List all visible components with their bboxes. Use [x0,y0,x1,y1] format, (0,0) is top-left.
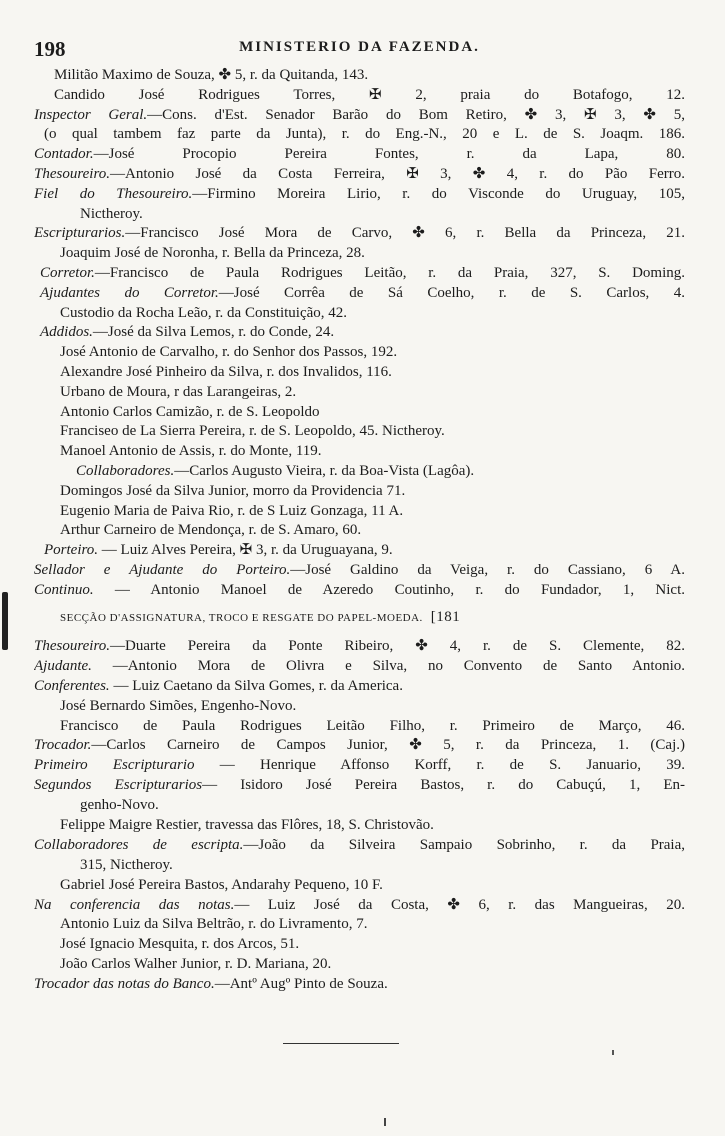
entry-role-label: Collaboradores. [76,462,175,479]
entry-line [34,521,685,541]
entry-text: —Firmino Moreira Lirio, r. do Visconde do Uruguay, 105, [192,185,685,202]
entry-text: —José Galdino da Veiga, r. do Cassiano, 6 A. [290,561,685,578]
entry-line [34,224,685,244]
entry-text: —José Corrêa de Sá Coelho, r. de S. Carlos, 4. [218,284,685,301]
entry-line [34,876,685,896]
entry-line [34,482,685,502]
entry-role-label: Fiel do Thesoureiro. [34,185,193,202]
section-heading [60,607,685,627]
entry-role-label: Inspector Geral. [34,106,148,123]
entry-line [34,363,685,383]
entry-line [34,244,685,264]
entry-text: Custodio da Rocha Leão, r. da Constituição, 42. [60,304,348,321]
entry-line [34,581,685,601]
entry-line [34,165,685,185]
entry-text: José Antonio de Carvalho, r. do Senhor dos Passos, 192. [60,344,398,361]
entry-text: —Antº Augº Pinto de Souza. [214,976,388,993]
entry-text: —Carlos Carneiro de Campos Junior, ✤ 5, r. da Princeza, 1. (Caj.) [91,737,685,754]
entry-text: Felippe Maigre Restier, travessa das Flôres, 18, S. Christovão. [60,817,434,834]
entry-line [34,561,685,581]
entry-role-label: Conferentes. [34,677,110,694]
entry-text: José Ignacio Mesquita, r. dos Arcos, 51. [60,936,300,953]
entry-line [34,836,685,856]
entry-line [34,86,685,106]
entry-text: —Duarte Pereira da Ponte Ribeiro, ✤ 4, r. de S. Clemente, 82. [109,638,685,654]
entry-text: Manoel Antonio de Assis, r. do Monte, 119. [60,443,322,460]
entry-line [34,422,685,442]
entry-role-label: Thesoureiro. [34,638,110,654]
entry-line [34,896,685,916]
personnel-list-top [34,66,685,601]
entry-role-label: Contador. [34,146,94,163]
entry-line [34,343,685,363]
entry-text: Arthur Carneiro de Mendonça, r. de S. Amaro, 60. [60,522,362,539]
entry-text: Gabriel José Pereira Bastos, Andarahy Pequeno, 10 F. [60,876,383,893]
entry-line [34,856,685,876]
entry-line [34,205,685,225]
entry-text: Franciseo de La Sierra Pereira, r. de S. Leopoldo, 45. Nictheroy. [60,423,445,440]
entry-line [34,442,685,462]
entry-text: —Cons. d'Est. Senador Barão do Bom Retiro, ✤ 3, ✠ 3, ✤ 5, [147,106,685,123]
entry-line [34,403,685,423]
entry-line [34,717,685,737]
entry-text: (o qual tambem faz parte da Junta), r. do Eng.-N., 20 e L. de S. Joaqm. 186. [44,126,685,143]
entry-line [34,816,685,836]
entry-text: Candido José Rodrigues Torres, ✠ 2, praia do Botafogo, 12. [54,86,685,103]
entry-role-label: Ajudantes do Corretor. [40,284,219,301]
section-title: SECÇÃO D'ASSIGNATURA, TROCO E RESGATE DO PAPEL-MOEDA. [60,612,423,624]
entry-line [34,915,685,935]
entry-line [34,323,685,343]
entry-line [34,975,685,995]
section-number: [181 [430,609,461,625]
entry-role-label: Primeiro Escripturario [34,757,195,774]
entry-line [34,637,685,657]
entry-text: Antonio Luiz da Silva Beltrão, r. do Livramento, 7. [60,916,368,933]
entry-role-label: Thesoureiro. [34,165,110,182]
entry-text: —Antonio José da Costa Ferreira, ✠ 3, ✤ 4, r. do Pão Ferro. [109,165,685,182]
entry-text: —Antonio Mora de Olivra e Silva, no Convento de Santo Antonio. [91,657,685,674]
entry-line [34,145,685,165]
entry-text: — Luiz José da Costa, ✤ 6, r. das Mangueiras, 20. [234,896,685,913]
entry-text: Eugenio Maria de Paiva Rio, r. de S Luiz Gonzaga, 11 A. [60,502,404,519]
entry-text: — Luiz Caetano da Silva Gomes, r. da America. [109,677,403,694]
entry-line [34,697,685,717]
entry-text: — Antonio Manoel de Azeredo Coutinho, r. do Fundador, 1, Nict. [93,581,685,598]
entry-text: José Bernardo Simões, Engenho-Novo. [60,697,297,714]
closing-rule [283,1043,399,1044]
entry-line [34,502,685,522]
entry-role-label: Ajudante. [34,657,92,674]
entry-line [34,462,685,482]
entry-line [34,657,685,677]
scan-speck [612,1050,614,1055]
entry-line [34,383,685,403]
entry-text: genho-Novo. [80,797,159,814]
entry-text: —Carlos Augusto Vieira, r. da Boa-Vista (Lagôa). [174,462,475,479]
entry-line [34,304,685,324]
personnel-list-bottom [34,637,685,995]
entry-text: Militão Maximo de Souza, ✤ 5, r. da Quitanda, 143. [54,67,369,83]
entry-line [34,66,685,86]
entry-text: — Isidoro José Pereira Bastos, r. do Cabuçú, 1, En- [202,777,685,794]
entry-line [34,125,685,145]
entry-line [34,264,685,284]
entry-role-label: Segundos Escripturarios [34,777,203,794]
page-number: 198 [34,37,66,61]
entry-line [34,106,685,126]
running-title: MINISTERIO DA FAZENDA. [239,39,480,55]
entry-role-label: Escripturarios. [34,225,126,242]
entry-text: Antonio Carlos Camizão, r. de S. Leopoldo [60,403,320,420]
entry-line [34,955,685,975]
entry-line [34,677,685,697]
entry-line [34,284,685,304]
entry-role-label: Collaboradores de escripta. [34,836,244,853]
entry-text: —João da Silveira Sampaio Sobrinho, r. da Praia, [243,836,685,853]
entry-role-label: Corretor. [40,264,95,281]
entry-text: Alexandre José Pinheiro da Silva, r. dos Invalidos, 116. [60,363,392,380]
scan-margin-mark [2,592,8,650]
entry-text: —José da Silva Lemos, r. do Conde, 24. [92,324,335,341]
entry-role-label: Trocador. [34,737,92,754]
entry-line [34,776,685,796]
entry-role-label: Porteiro. [44,542,99,559]
entry-text: Francisco de Paula Rodrigues Leitão Filho, r. Primeiro de Março, 46. [60,717,685,734]
entry-text: Nictheroy. [80,205,143,222]
entry-text: João Carlos Walher Junior, r. D. Mariana, 20. [60,956,332,973]
entry-role-label: Na conferencia das notas. [34,896,235,913]
page-header [34,37,685,59]
entry-line [34,185,685,205]
entry-role-label: Addidos. [40,324,93,341]
entry-text: —Francisco José Mora de Carvo, ✤ 6, r. Bella da Princeza, 21. [125,225,685,242]
entry-role-label: Continuo. [34,581,94,598]
entry-text: —José Procopio Pereira Fontes, r. da Lapa, 80. [93,146,685,163]
entry-text: — Henrique Affonso Korff, r. de S. Januario, 39. [194,757,685,774]
entry-line [34,796,685,816]
entry-text: Domingos José da Silva Junior, morro da Providencia 71. [60,482,406,499]
entry-role-label: Sellador e Ajudante do Porteiro. [34,561,291,578]
entry-text: — Luiz Alves Pereira, ✠ 3, r. da Uruguayana, 9. [98,542,393,559]
entry-text: 315, Nictheroy. [80,856,173,873]
entry-text: Urbano de Moura, r das Larangeiras, 2. [60,383,297,400]
entry-text: —Francisco de Paula Rodrigues Leitão, r. da Praia, 327, S. Doming. [94,264,685,281]
scan-speck [384,1118,386,1126]
entry-text: Joaquim José de Noronha, r. Bella da Princeza, 28. [60,245,365,262]
entry-line [34,736,685,756]
entry-role-label: Trocador das notas do Banco. [34,976,215,993]
entry-line [34,756,685,776]
entry-line [34,541,685,561]
entry-line [34,935,685,955]
